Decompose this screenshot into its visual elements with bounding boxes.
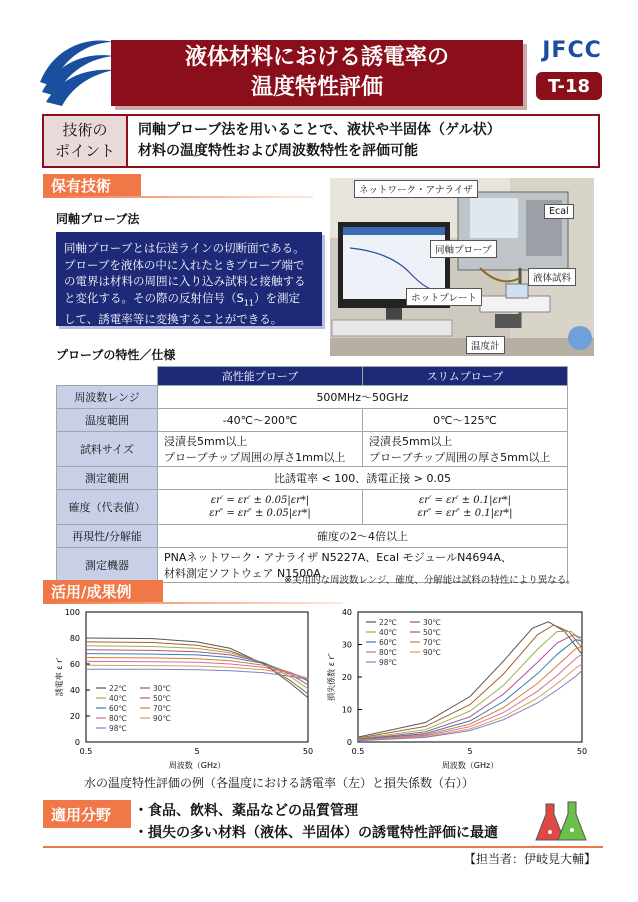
photo-label-sample: 液体試料 bbox=[528, 268, 576, 286]
table-row bbox=[57, 525, 568, 548]
org-logo-text: JFCC bbox=[542, 38, 602, 63]
tech-point-label-line1: 技術の bbox=[62, 121, 108, 139]
photo-label-analyzer: ネットワーク・アナライザ bbox=[354, 180, 478, 198]
legend-label: 70℃ bbox=[153, 704, 171, 713]
cell-line: プローブチップ周囲の厚さ1mm以上 bbox=[164, 451, 346, 464]
y-tick-label: 100 bbox=[64, 608, 80, 617]
tech-point-text-line2: 材料の温度特性および周波数特性を評価可能 bbox=[138, 143, 418, 159]
legend-label: 50℃ bbox=[153, 694, 171, 703]
x-tick-label: 50 bbox=[576, 747, 588, 756]
tech-point-label-line2: ポイント bbox=[54, 142, 115, 160]
row-label: 再現性/分解能 bbox=[57, 525, 158, 548]
equipment-photo bbox=[330, 178, 594, 356]
tech-point-label bbox=[44, 116, 128, 166]
spec-table bbox=[56, 366, 568, 583]
col-header-slim: スリムプローブ bbox=[363, 367, 568, 386]
cell: 500MHz～50GHz bbox=[158, 386, 568, 409]
y-tick-label: 80 bbox=[69, 634, 80, 643]
legend-label: 40℃ bbox=[379, 628, 397, 637]
x-tick-label: 5 bbox=[194, 747, 200, 756]
x-axis-label: 周波数（GHz） bbox=[441, 761, 499, 770]
cell: 比誘電率 < 100、誘電正接 > 0.05 bbox=[158, 467, 568, 490]
desc-line: して、誘電率等に変換することができる。 bbox=[64, 312, 283, 327]
code-badge: T-18 bbox=[536, 72, 602, 100]
y-axis-label: 損失係数 ε r″ bbox=[327, 653, 336, 701]
table-row bbox=[57, 467, 568, 490]
equation: εr″ = εr″ ± 0.05|εr*| bbox=[209, 508, 311, 519]
cell-line: 浸漬長5mm以上 bbox=[164, 435, 248, 448]
page-title bbox=[111, 40, 523, 106]
cell: 確度の2～4倍以上 bbox=[158, 525, 568, 548]
cell: -40℃～200℃ bbox=[158, 409, 363, 432]
equation: εr′ = εr′ ± 0.1|εr*| bbox=[418, 495, 512, 506]
photo-label-probe: 同軸プローブ bbox=[430, 240, 497, 258]
method-subtitle: 同軸プローブ法 bbox=[56, 212, 140, 226]
legend-label: 80℃ bbox=[109, 714, 127, 723]
x-tick-label: 0.5 bbox=[79, 747, 93, 756]
cell-line: PNAネットワーク・アナライザ N5227A、Ecal モジュールN4694A、 bbox=[164, 551, 512, 564]
col-header-high: 高性能プローブ bbox=[158, 367, 363, 386]
contact-person: 【担当者：伊岐見大輔】 bbox=[464, 852, 597, 866]
legend-label: 80℃ bbox=[379, 648, 397, 657]
desc-line: の電界は材料の周囲に入り込み試料と接触する bbox=[64, 274, 306, 288]
section-divider bbox=[43, 196, 313, 198]
cell bbox=[158, 490, 363, 525]
x-axis-label: 周波数（GHz） bbox=[168, 761, 226, 770]
y-axis-label: 誘電率 ε r′ bbox=[55, 657, 64, 697]
cell: 0℃～125℃ bbox=[363, 409, 568, 432]
y-tick-label: 20 bbox=[69, 712, 80, 721]
y-tick-label: 10 bbox=[341, 705, 352, 715]
legend-label: 30℃ bbox=[423, 618, 441, 627]
desc-subscript: 11 bbox=[243, 297, 254, 307]
desc-text: ）を測定 bbox=[254, 290, 300, 305]
equation: εr′ = εr′ ± 0.05|εr*| bbox=[210, 495, 310, 506]
legend-label: 70℃ bbox=[423, 638, 441, 647]
desc-line: 同軸プローブとは伝送ラインの切断面である。 bbox=[64, 241, 305, 255]
legend-label: 90℃ bbox=[153, 714, 171, 723]
y-tick-label: 40 bbox=[341, 608, 352, 617]
row-label: 温度範囲 bbox=[57, 409, 158, 432]
y-tick-label: 30 bbox=[341, 640, 352, 650]
list-item: ・損失の多い材料（液体、半固体）の誘電特性評価に最適 bbox=[134, 825, 498, 841]
photo-label-ecal: Ecal bbox=[544, 204, 574, 219]
y-tick-label: 0 bbox=[346, 738, 352, 747]
equation: εr″ = εr″ ± 0.1|εr*| bbox=[417, 508, 513, 519]
cell-line: プローブチップ周囲の厚さ5mm以上 bbox=[369, 451, 551, 464]
photo-label-hotplate: ホットプレート bbox=[406, 288, 482, 306]
x-tick-label: 50 bbox=[302, 747, 314, 756]
cell bbox=[158, 432, 363, 467]
legend-label: 98℃ bbox=[379, 658, 397, 667]
legend-label: 98℃ bbox=[109, 724, 127, 733]
applications-list bbox=[134, 800, 498, 844]
row-label: 確度（代表値） bbox=[57, 490, 158, 525]
desc-text: と変化する。その際の反射信号（S bbox=[64, 290, 244, 305]
legend-label: 60℃ bbox=[379, 638, 397, 647]
title-line-2: 温度特性評価 bbox=[250, 75, 383, 100]
section-header-tech: 保有技術 bbox=[43, 174, 141, 196]
legend-label: 30℃ bbox=[153, 684, 171, 693]
cell-line: 浸漬長5mm以上 bbox=[369, 435, 453, 448]
legend-label: 22℃ bbox=[379, 618, 397, 627]
x-tick-label: 0.5 bbox=[351, 747, 365, 756]
spec-subtitle: プローブの特性／仕様 bbox=[56, 348, 176, 362]
desc-line bbox=[64, 290, 316, 312]
row-label: 測定範囲 bbox=[57, 467, 158, 490]
y-tick-label: 0 bbox=[74, 738, 80, 747]
table-header-row bbox=[57, 367, 568, 386]
legend-label: 90℃ bbox=[423, 648, 441, 657]
y-tick-label: 60 bbox=[69, 660, 80, 669]
row-label: 周波数レンジ bbox=[57, 386, 158, 409]
tech-point-box bbox=[42, 114, 600, 168]
table-row bbox=[57, 432, 568, 467]
table-row bbox=[57, 409, 568, 432]
table-corner bbox=[57, 367, 158, 386]
table-row bbox=[57, 490, 568, 525]
bottom-divider bbox=[43, 846, 603, 848]
section-header-results: 活用/成果例 bbox=[43, 580, 163, 602]
row-label: 試料サイズ bbox=[57, 432, 158, 467]
jfcc-wave-logo-icon bbox=[34, 30, 116, 112]
flask-icon bbox=[532, 800, 592, 844]
method-description bbox=[56, 232, 322, 326]
desc-line: プローブを液体の中に入れたときプローブ端で bbox=[64, 257, 305, 272]
legend-label: 22℃ bbox=[109, 684, 127, 693]
tech-point-text bbox=[138, 120, 594, 162]
charts-area bbox=[46, 604, 606, 774]
list-item: ・食品、飲料、薬品などの品質管理 bbox=[134, 803, 358, 819]
legend-label: 40℃ bbox=[109, 694, 127, 703]
table-row bbox=[57, 386, 568, 409]
cell bbox=[363, 432, 568, 467]
x-tick-label: 5 bbox=[467, 747, 473, 756]
chart-caption: 水の温度特性評価の例（各温度における誘電率（左）と損失係数（右）） bbox=[84, 776, 475, 790]
legend-label: 50℃ bbox=[423, 628, 441, 637]
cell bbox=[363, 490, 568, 525]
legend-label: 60℃ bbox=[109, 704, 127, 713]
tech-point-text-line1: 同軸プローブ法を用いることで、液状や半固体（ゲル状） bbox=[138, 122, 501, 138]
row-label: 測定機器 bbox=[57, 548, 158, 583]
photo-label-thermometer: 温度計 bbox=[466, 336, 505, 354]
cell-line: 材料測定ソフトウェア N1500A bbox=[164, 567, 321, 580]
y-tick-label: 20 bbox=[341, 673, 352, 682]
section-header-apps: 適用分野 bbox=[43, 800, 131, 828]
y-tick-label: 40 bbox=[69, 686, 80, 695]
title-line-1: 液体材料における誘電率の bbox=[184, 45, 449, 70]
spec-note: ※実用的な周波数レンジ、確度、分解能は試料の特性により異なる。 bbox=[284, 575, 576, 586]
